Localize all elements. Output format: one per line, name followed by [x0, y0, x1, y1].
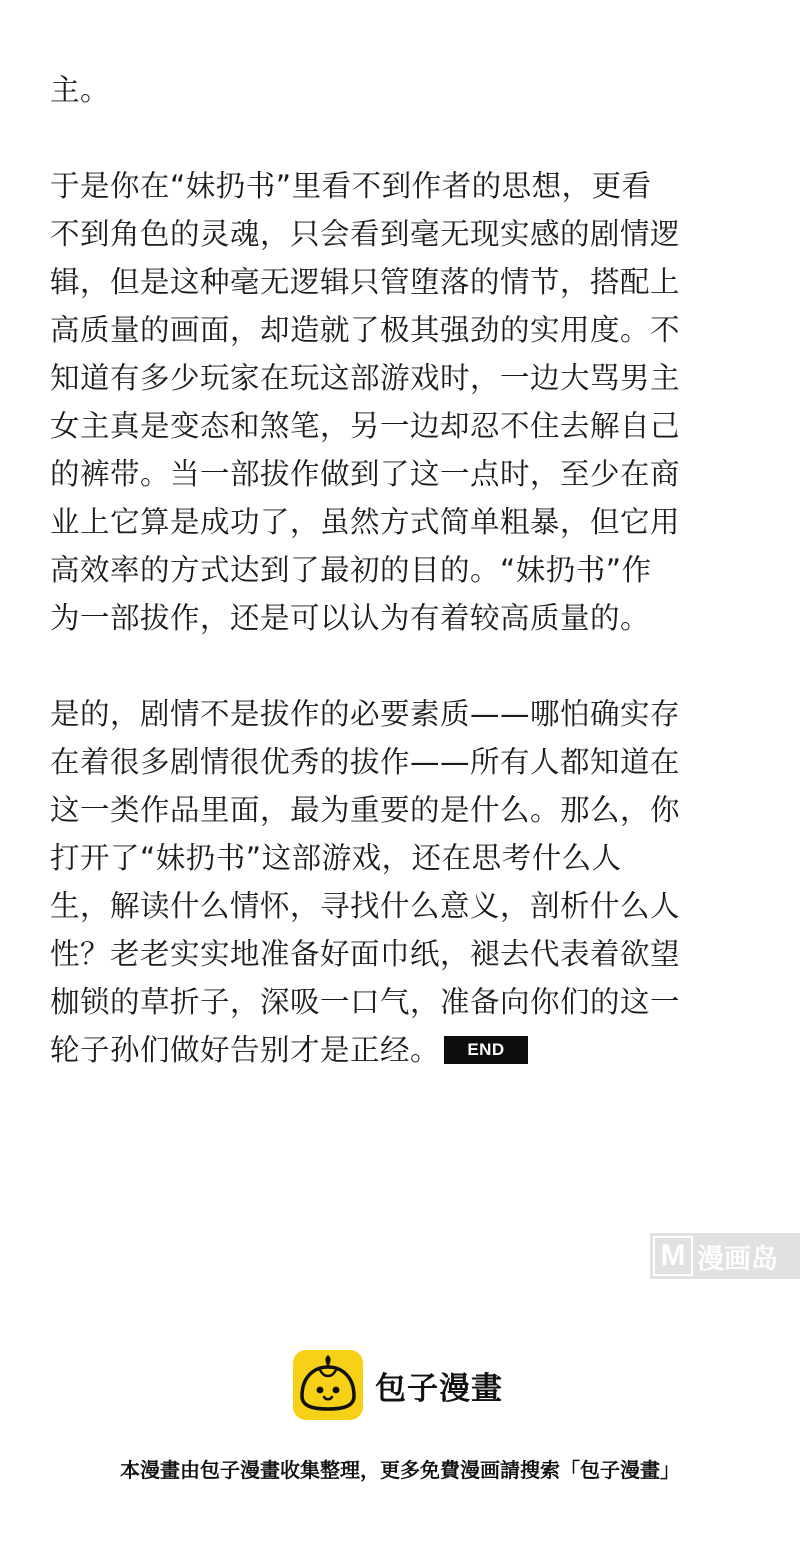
text-line: 为一部拔作，还是可以认为有着较高质量的。 [50, 601, 651, 635]
text-line: 于是你在“妹扔书”里看不到作者的思想，更看 [50, 169, 652, 203]
bun-mascot-icon [293, 1350, 363, 1420]
manhuadao-watermark [650, 1233, 800, 1279]
watermark-text: 漫画岛 [697, 1243, 778, 1275]
text-line: 主。 [50, 73, 111, 107]
text-line: 辑，但是这种毫无逻辑只管堕落的情节，搭配上 [50, 265, 681, 299]
text-line: 不到角色的灵魂，只会看到毫无现实感的剧情逻 [50, 217, 681, 251]
text-line: 女主真是变态和煞笔，另一边却忍不住去解自己 [50, 409, 681, 443]
text-line: 业上它算是成功了，虽然方式简单粗暴，但它用 [50, 505, 681, 539]
end-badge: END [444, 1036, 528, 1064]
paragraph-mei-reng-shu-review [50, 162, 755, 642]
footer-source-note: 本漫畫由包子漫畫收集整理，更多免費漫画請搜索「包子漫畫」 [120, 1458, 680, 1482]
text-line: 高效率的方式达到了最初的目的。“妹扔书”作 [50, 553, 652, 587]
article-body [50, 66, 755, 1074]
text-line: 知道有多少玩家在玩这部游戏时，一边大骂男主 [50, 361, 681, 395]
watermark-m-logo-icon: M [653, 1236, 693, 1276]
text-line: 性？老老实实地准备好面巾纸，褪去代表着欲望 [50, 937, 681, 971]
text-line: 的裤带。当一部拔作做到了这一点时，至少在商 [50, 457, 681, 491]
text-line: 生，解读什么情怀，寻找什么意义，剖析什么人 [50, 889, 681, 923]
baozi-manhua-brand[interactable] [293, 1350, 503, 1420]
brand-name: 包子漫畫 [375, 1370, 503, 1407]
text-line-final [50, 1026, 755, 1074]
text-line: 在着很多剧情很优秀的拔作——所有人都知道在 [50, 745, 681, 779]
text-line: 是的，剧情不是拔作的必要素质——哪怕确实存 [50, 697, 681, 731]
text-line: 高质量的画面，却造就了极其强劲的实用度。不 [50, 313, 681, 347]
final-sentence: 轮子孙们做好告别才是正经。 [50, 1033, 441, 1067]
text-line: 打开了“妹扔书”这部游戏，还在思考什么人 [50, 841, 622, 875]
paragraph-intro-tail [50, 66, 755, 114]
paragraph-conclusion [50, 690, 755, 1074]
text-line: 这一类作品里面，最为重要的是什么。那么，你 [50, 793, 681, 827]
text-line: 枷锁的草折子，深吸一口气，准备向你们的这一 [50, 985, 681, 1019]
